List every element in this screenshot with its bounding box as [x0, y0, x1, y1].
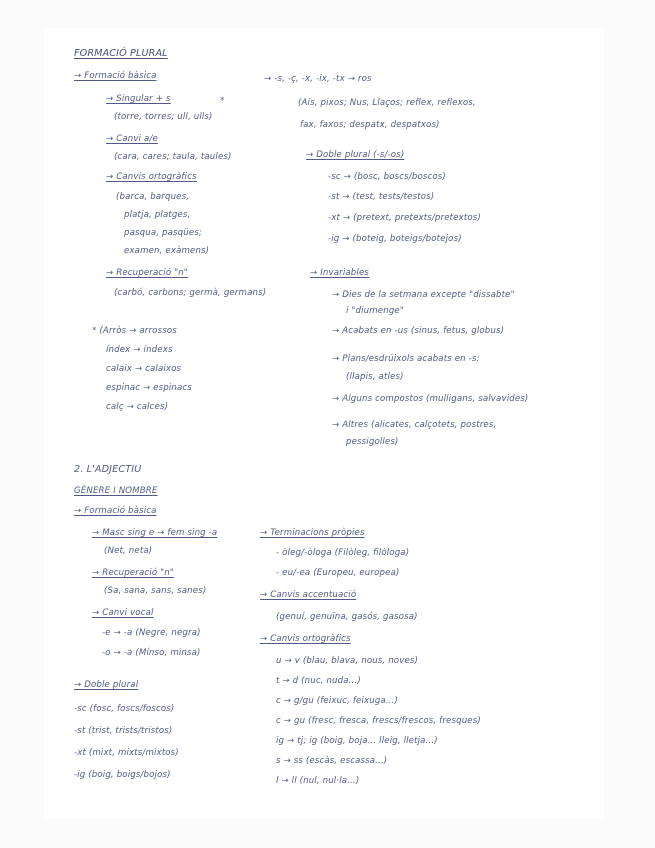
adj-canvi-vocal-o: -o → -a (Mínso, minsa): [102, 648, 201, 658]
invariables-item-3: → Plans/esdrúixols acabats en -s:: [332, 354, 480, 364]
canvis-ortografics: → Canvis ortogràfics: [106, 172, 197, 182]
invariables-item-1b: i "diumenge": [346, 306, 404, 316]
recuperacio-n: → Recuperació "n": [106, 268, 188, 278]
adj-canvis-accentuacio-example: (genuí, genuïna, gasós, gasosa): [276, 612, 418, 622]
adj-ortog-6: s → ss (escàs, escassa...): [276, 756, 388, 766]
adj-doble-plural: → Doble plural: [74, 680, 139, 690]
doble-plural-sc: -sc → (bosc, boscs/boscos): [328, 172, 446, 182]
adj-canvis-accentuacio: → Canvis accentuació: [260, 590, 357, 600]
doble-plural-ig: -ig → (boteig, boteigs/botejos): [328, 234, 462, 244]
ortografics-example-4: examen, exàmens): [124, 246, 210, 256]
invariables: → Invariables: [310, 268, 370, 278]
plural-endings-example-2: fax, faxos; despatx, despatxos): [300, 120, 440, 130]
adj-ortog-3: c → g/gu (feixuc, feixuga...): [276, 696, 398, 706]
adj-terminacions-oleg: - òleg/-òloga (Filòleg, filòloga): [276, 548, 410, 558]
canvi-a-e: → Canvi a/e: [106, 134, 158, 144]
adj-terminacions: → Terminacions pròpies: [260, 528, 365, 538]
adj-recuperacio-n-example: (Sa, sana, sans, sanes): [104, 586, 207, 596]
adj-terminacions-eu: - eu/-ea (Europeu, europea): [276, 568, 400, 578]
doble-plural: → Doble plural (-s/-os): [306, 150, 405, 160]
invariables-item-4: → Alguns compostos (mulligans, salvavides): [332, 394, 529, 404]
ortografics-example-3: pasqua, pasqües;: [124, 228, 202, 238]
adj-doble-plural-ig: -ig (boig, boigs/bojos): [74, 770, 171, 780]
invariables-item-5: → Altres (alicates, calçotets, postres,: [332, 420, 497, 430]
doble-plural-xt: -xt → (pretext, pretexts/pretextos): [328, 213, 481, 223]
notes-title: FORMACIÓ PLURAL: [74, 48, 168, 59]
adj-canvis-ortografics: → Canvis ortogràfics: [260, 634, 351, 644]
adj-doble-plural-sc: -sc (fosc, foscs/foscos): [74, 704, 175, 714]
adj-doble-plural-st: -st (trist, trists/tristos): [74, 726, 173, 736]
plural-endings-example-1: (Ais, pixos; Nus, Llaços; reflex, reflexos,: [298, 98, 476, 108]
star-list-1: * (Arròs → arrossos: [92, 326, 177, 336]
adj-ortog-7: l → ll (nul, nul·la...): [276, 776, 360, 786]
star-list-4: espinac → espinacs: [106, 383, 192, 393]
notes-sheet: [44, 28, 604, 818]
ortografics-example-2: platja, platges,: [124, 210, 191, 220]
adj-ortog-2: t → d (nuc, nuda...): [276, 676, 361, 686]
section-2-title: 2. L'ADJECTIU: [74, 464, 142, 475]
star-list-5: calç → calces): [106, 402, 169, 412]
adj-ortog-1: u → v (blau, blava, nous, noves): [276, 656, 419, 666]
star-list-3: calaix → calaixos: [106, 364, 182, 374]
adj-ortog-5: ig → tj; ig (boig, boja... lleig, lletja...): [276, 736, 438, 746]
adj-formacio-basica: → Formació bàsica: [74, 506, 157, 516]
singular-s: → Singular + s: [106, 94, 171, 104]
asterisk-mark: *: [220, 96, 225, 106]
adj-canvi-vocal-e: -e → -a (Negre, negra): [102, 628, 201, 638]
adj-masc-fem: → Masc sing e → fem sing -a: [92, 528, 218, 538]
star-list-2: índex → índexs: [106, 345, 173, 355]
adj-canvi-vocal: → Canvi vocal: [92, 608, 154, 618]
canvi-a-e-example: (cara, cares; taula, taules): [114, 152, 232, 162]
formacio-basica: → Formació bàsica: [74, 71, 157, 81]
invariables-item-3b: (llapis, atles): [346, 372, 404, 382]
adj-recuperacio-n: → Recuperació "n": [92, 568, 174, 578]
genere-nombre: GÈNERE I NOMBRE: [74, 486, 158, 496]
adj-ortog-4: c → gu (fresc, fresca, frescs/frescos, fresques): [276, 716, 481, 726]
invariables-item-5b: pessigolles): [346, 437, 399, 447]
invariables-item-1: → Dies de la setmana excepte "dissabte": [332, 290, 515, 300]
adj-doble-plural-xt: -xt (mixt, mixts/mixtos): [74, 748, 179, 758]
ortografics-example-1: (barca, barques,: [116, 192, 190, 202]
singular-s-example: (torre, torres; ull, ulls): [114, 112, 213, 122]
plural-endings: → -s, -ç, -x, -ix, -tx → ros: [264, 74, 372, 84]
invariables-item-2: → Acabats en -us (sinus, fetus, globus): [332, 326, 505, 336]
doble-plural-st: -st → (test, tests/testos): [328, 192, 435, 202]
adj-masc-fem-example: (Net, neta): [104, 546, 153, 556]
recuperacio-n-example: (carbó, carbons; germà, germans): [114, 288, 267, 298]
